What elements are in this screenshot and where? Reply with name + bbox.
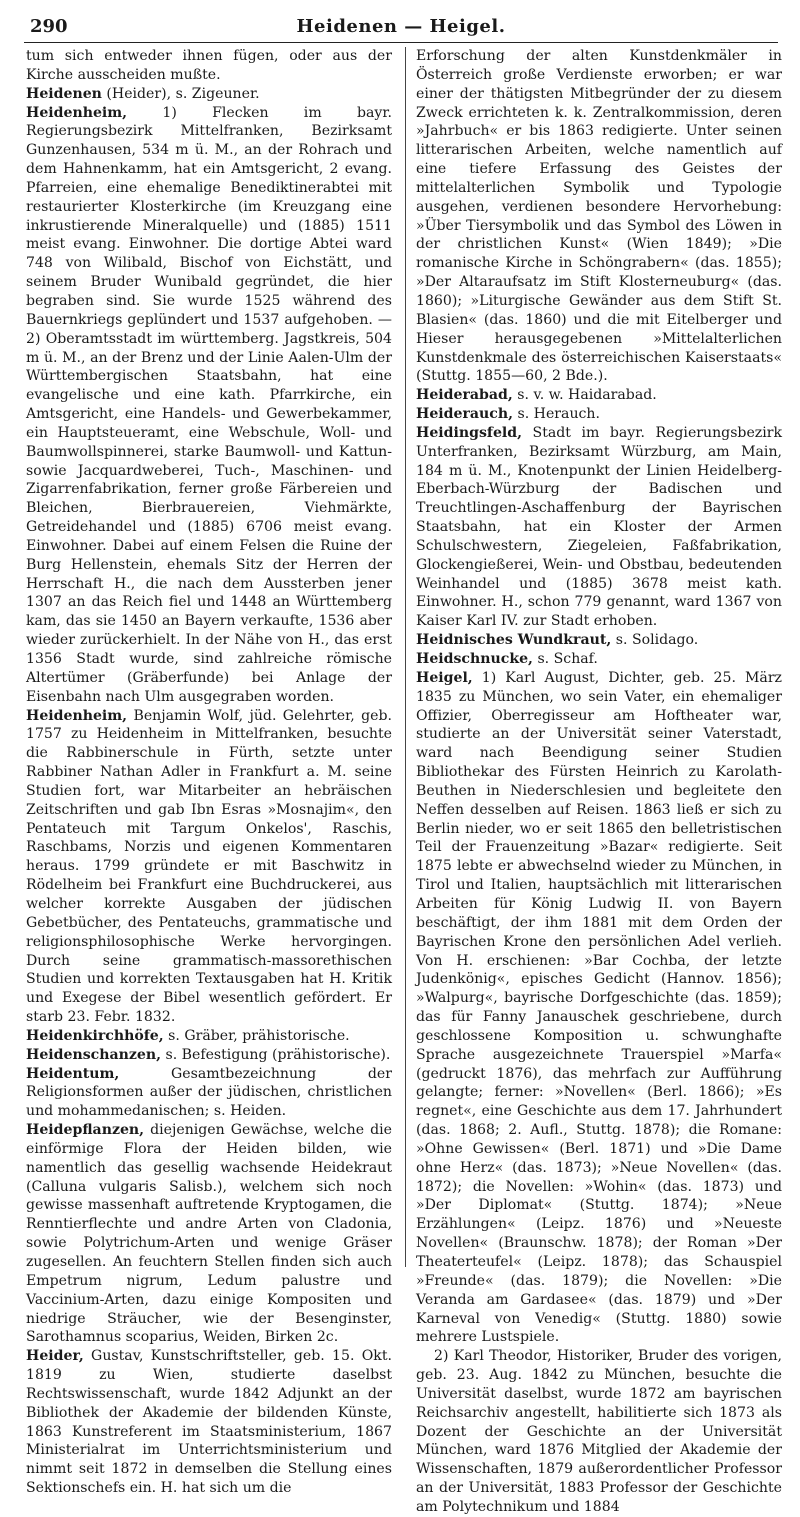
dictionary-entry <box>416 669 782 1347</box>
entry-text: s. Schaf. <box>532 651 598 667</box>
entry-text: s. Solidago. <box>611 632 699 649</box>
entry-headword: Heidentum, <box>26 1065 120 1082</box>
entry-headword: Heidenheim, <box>26 104 128 121</box>
dictionary-entry <box>416 47 782 386</box>
entry-headword: Heidepflanzen, <box>26 1122 145 1139</box>
dictionary-entry <box>416 386 782 405</box>
dictionary-entry <box>26 1347 392 1498</box>
running-title: Heidenen — Heigel. <box>296 16 506 37</box>
entry-text: diejenigen Gewächse, welche die einförmige Flora der Heiden bilden, wie namentlich das gesellig wachsende Heidekraut (Calluna vulgaris Salisb.), welchem sich noch gewisse massenhaft auftretende Kryptogamen, die Renntierflechte und andre Arten von Cladonia, sowie Polytrichum-Arten und wenige Gräser zugesellen. An feuchtern Stellen finden sich auch Empetrum nigrum, Ledum palustre und Vaccinium-Arten, dazu einige Kompositen und niedrige Sträucher, wie der Besenginster, Sarothamnus scoparius, Weiden, Birken 2c. <box>26 1122 392 1346</box>
entry-headword: Heidschnucke, <box>416 651 533 667</box>
dictionary-entry <box>26 1046 392 1065</box>
dictionary-entry <box>416 1347 782 1517</box>
entry-headword: Heider, <box>26 1348 84 1365</box>
entry-headword: Heidenkirchhöfe, <box>26 1027 164 1044</box>
entry-text: s. v. w. Haidarabad. <box>512 387 657 404</box>
two-column-body <box>24 47 782 1515</box>
dictionary-entry <box>26 1121 392 1347</box>
entry-text: s. Gräber, prähistorische. <box>163 1027 350 1044</box>
entry-text: Stadt im bayr. Regierungsbezirk Unterfranken, Bezirksamt Würzburg, am Main, 184 m ü. M., Knotenpunkt der Linien Heidelberg-Eberbach-Würzburg der Badischen und Treuchtlingen-Aschaffenburg der Bayrischen Staatsbahn, hat ein Kloster der Armen Schulschwestern, Ziegeleien, Faßfabrikation, Glockengießerei, Wein- und Obstbau, bedeutenden Weinhandel und (1885) 3678 meist kath. Einwohner. H., schon 779 genannt, ward 1367 von Kaiser Karl IV. zur Stadt erhoben. <box>416 424 782 630</box>
dictionary-entry <box>26 47 392 85</box>
entry-text: Gesamtbezeichnung der Religionsformen außer der jüdischen, christlichen und mohammedanischen; s. Heiden. <box>26 1065 392 1120</box>
dictionary-entry <box>416 405 782 424</box>
dictionary-entry <box>416 424 782 631</box>
entry-text: 1) Flecken im bayr. Regierungsbezirk Mittelfranken, Bezirksamt Gunzenhausen, 534 m ü. M., an der Rohrach und dem Hahnenkamm, hat ein Amtsgericht, 2 evang. Pfarreien, eine ehemalige Benediktinerabtei mit restaurierter Klosterkirche (im Kreuzgang eine inkrustierende Mineralquelle) und (1885) 1511 meist evang. Einwohner. Die dortige Abtei ward 748 von Wilibald, Bischof von Eichstätt, und seinem Bruder Wunibald gegründet, die hier begraben sind. Sie wurde 1525 während des Bauernkriegs geplündert und 1537 aufgehoben. — 2) Oberamtsstadt im württemberg. Jagstkreis, 504 m ü. M., an der Brenz und der Linie Aalen-Ulm der Württembergischen Staatsbahn, hat eine evangelische und eine kath. Pfarrkirche, ein Amtsgericht, eine Handels- und Gewerbekammer, ein Hauptsteueramt, eine Webschule, Woll- und Baumwollspinnerei, starke Baumwoll- und Kattun- sowie Jacquardweberei, Tuch-, Maschinen- und Zigarrenfabrikation, ferner große Färbereien und Bleichen, Bierbrauereien, Viehmärkte, Getreidehandel und (1885) 6706 meist evang. Einwohner. Dabei auf einem Felsen die Ruine der Burg Hellenstein, ehemals Sitz der Herren der Herrschaft H., die nach dem Aussterben jener 1307 an das Reich fiel und 1448 an Württemberg kam, das sie 1450 an Bayern verkaufte, 1536 aber wieder zurückerhielt. In der Nähe von H., das erst 1356 Stadt wurde, sind zahlreiche römische Altertümer (Gräberfunde) bei Anlage der Eisenbahn nach Ulm ausgegraben worden. <box>26 104 392 705</box>
page-number: 290 <box>30 16 68 37</box>
entry-text: (Heider), s. Zigeuner. <box>101 85 260 102</box>
dictionary-entry <box>26 707 392 1027</box>
dictionary-entry <box>26 104 392 707</box>
entry-text: s. Befestigung (prähistorische). <box>160 1046 391 1063</box>
dictionary-entry <box>416 631 782 650</box>
dictionary-entry <box>26 1027 392 1046</box>
page-header <box>24 12 778 43</box>
right-column <box>416 47 782 1515</box>
dictionary-entry <box>416 650 782 669</box>
entry-headword: Heidenheim, <box>26 707 128 724</box>
entry-text: 1) Karl August, Dichter, geb. 25. März 1835 zu München, wo sein Vater, ein ehemaliger Offizier, Oberregisseur am Hoftheater war, studierte an der Universität seiner Vaterstadt, ward nach Beendigung seiner Studien Bibliothekar des Fürsten Heinrich zu Karolath-Beuthen in Niederschlesien und begleitete den Neffen desselben auf Reisen. 1863 ließ er sich zu Berlin nieder, wo er seit 1865 den belletristischen Teil der Frauenzeitung »Bazar« redigierte. Seit 1875 lebte er abwechselnd wieder zu München, in Tirol und Italien, hauptsächlich mit litterarischen Arbeiten für König Ludwig II. von Bayern beschäftigt, der ihm 1881 mit dem Orden der Bayrischen Krone den persönlichen Adel verlieh. Von H. erschienen: »Bar Cochba, der letzte Judenkönig«, episches Gedicht (Hannov. 1856); »Walpurg«, bayrische Dorfgeschichte (das. 1859); das für Fanny Janauschek geschriebene, durch geschlossene Komposition u. schwunghafte Sprache ausgezeichnete Trauerspiel »Marfa« (gedruckt 1876), das mehrfach zur Aufführung gelangte; ferner: »Novellen« (Berl. 1866); »Es regnet«, eine Geschichte aus dem 17. Jahrhundert (das. 1868; 2. Aufl., Stuttg. 1878); die Romane: »Ohne Gewissen« (Berl. 1871) und »Die Dame ohne Herz« (das. 1873); »Neue Novellen« (das. 1872); die Novellen: »Wohin« (das. 1873) und »Der Diplomat« (Stuttg. 1874); »Neue Erzählungen« (Leipz. 1876) und »Neueste Novellen« (Braunschw. 1878); der Roman »Der Theaterteufel« (Leipz. 1878); das Schauspiel »Freunde« (das. 1879); die Novellen: »Die Veranda am Gardasee« (das. 1879) und »Der Karneval von Venedig« (Stuttg. 1880) sowie mehrere Lustspiele. <box>416 669 782 1346</box>
entry-text: Erforschung der alten Kunstdenkmäler in Österreich große Verdienste erworben; er war einer der thätigsten Mitbegründer der zu diesem Zweck errichteten k. k. Zentralkommission, deren »Jahrbuch« er bis 1863 redigierte. Unter seinen litterarischen Arbeiten, welche namentlich auf eine tiefere Erfassung des Geistes der mittelalterlichen Symbolik und Typologie ausgehen, verdienen besondere Hervorhebung: »Über Tiersymbolik und das Symbol des Löwen in der christlichen Kunst« (Wien 1849); »Die romanische Kirche in Schöngrabern« (das. 1855); »Der Altaraufsatz im Stift Klosterneuburg« (das. 1860); »Liturgische Gewänder aus dem Stift St. Blasien« (das. 1860) und die mit Eitelberger und Hieser herausgegebenen »Mittelalterlichen Kunstdenkmale des österreichischen Kaiserstaats« (Stuttg. 1855—60, 2 Bde.). <box>416 48 782 385</box>
entry-headword: Heiderauch, <box>416 406 513 423</box>
left-column <box>26 47 392 1497</box>
entry-headword: Heidnisches Wundkraut, <box>416 632 612 649</box>
dictionary-entry <box>26 85 392 104</box>
dictionary-entry <box>26 1065 392 1122</box>
entry-headword: Heidenen <box>26 85 102 102</box>
entry-text: tum sich entweder ihnen fügen, oder aus der Kirche ausscheiden mußte. <box>26 48 392 83</box>
entry-text: 2) Karl Theodor, Historiker, Bruder des vorigen, geb. 23. Aug. 1842 zu München, besuchte die Universität daselbst, wurde 1872 am bayrischen Reichsarchiv angestellt, habilitierte sich 1873 als Dozent der Geschichte an der Universität München, ward 1876 Mitglied der Akademie der Wissenschaften, 1879 außerordentlicher Professor an der Universität, 1883 Professor der Geschichte am Polytechnikum und 1884 <box>416 1348 782 1515</box>
entry-text: Benjamin Wolf, jüd. Gelehrter, geb. 1757 zu Heidenheim in Mittelfranken, besuchte die Rabbinerschule in Fürth, setzte unter Rabbiner Nathan Adler in Frankfurt a. M. seine Studien fort, war Mitarbeiter an hebräischen Zeitschriften und gab Ibn Esras »Mosnajim«, den Pentateuch mit Targum Onkelos', Raschis, Raschbams, Norzis und eigenen Kommentaren heraus. 1799 gründete er mit Baschwitz in Rödelheim bei Frankfurt eine Buchdruckerei, aus welcher korrekte Ausgaben der jüdischen Gebetbücher, des Pentateuchs, grammatische und religionsphilosophische Werke hervorgingen. Durch seine grammatisch-massorethischen Studien und korrekten Textausgaben hat H. Kritik und Exegese der Bibel wesentlich gefördert. Er starb 23. Febr. 1832. <box>26 707 392 1026</box>
entry-text: s. Herauch. <box>513 406 600 423</box>
entry-headword: Heidenschanzen, <box>26 1046 161 1063</box>
entry-text: Gustav, Kunstschriftsteller, geb. 15. Okt. 1819 zu Wien, studierte daselbst Rechtswissenschaft, wurde 1842 Adjunkt an der Bibliothek der Akademie der bildenden Künste, 1863 Kunstreferent im Staatsministerium, 1867 Ministerialrat im Unterrichtsministerium und nimmt seit 1872 in demselben die Stellung eines Sektionschefs ein. H. hat sich um die <box>26 1348 392 1497</box>
entry-headword: Heiderabad, <box>416 387 513 404</box>
column-divider <box>405 47 406 1267</box>
entry-headword: Heidingsfeld, <box>416 424 523 441</box>
entry-headword: Heigel, <box>416 669 473 686</box>
